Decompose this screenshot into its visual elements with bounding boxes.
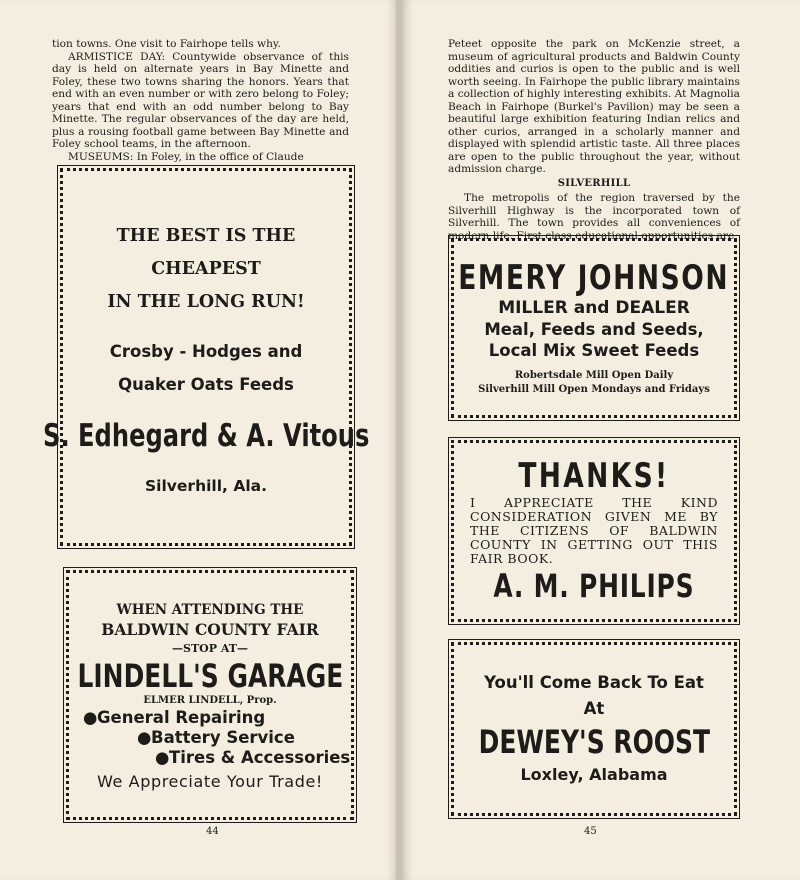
business-city: Loxley, Alabama — [520, 765, 668, 784]
silverhill-heading: SILVERHILL — [557, 177, 631, 189]
armistice-paragraph: ARMISTICE DAY: Countywide observance of this day is held on alternate years in Bay Minette and Foley, these two towns sharing the honors. Years that end with an even number or with zero belong to Foley; years that end with an odd number belong to Bay Minette. The regular observances of the day are held, plus a rousing football game between Bay Minette and Foley school teams, in the afternoon. — [52, 50, 349, 150]
edhegard-vitous-ad — [42, 168, 370, 546]
ad-line-2: BALDWIN COUNTY FAIR — [101, 619, 319, 639]
left-body-text — [52, 38, 349, 163]
lindells-garage-ad — [66, 570, 354, 820]
page-number-left: 44 — [206, 826, 219, 837]
page-number-right: 45 — [584, 826, 597, 837]
ad-product-line-2: Quaker Oats Feeds — [118, 374, 294, 394]
ad-headline-1: THE BEST IS THE CHEAPEST — [116, 225, 296, 279]
service-item: ●General Repairing — [83, 707, 266, 727]
silverhill-paragraph: The metropolis of the region traversed by the Silverhill Highway is the incorporated town of Silverhill. The town provides all conveniences of modern life. First class educational opportunities are — [448, 192, 740, 242]
business-city: Silverhill, Ala. — [145, 476, 267, 495]
ad-line-2: At — [583, 699, 605, 718]
ad-tagline: We Appreciate Your Trade! — [97, 771, 323, 791]
ad-stop-at: —STOP AT— — [172, 641, 248, 655]
business-name: A. M. PHILIPS — [493, 567, 695, 605]
bullet-icon: ● — [83, 707, 98, 727]
right-body-text — [448, 38, 740, 242]
left-text-line-1: tion towns. One visit to Fairhope tells why. — [52, 38, 281, 50]
philips-thanks-ad — [451, 440, 737, 622]
ad-product-line-1: Crosby - Hodges and — [109, 341, 303, 361]
service-item: ●Battery Service — [137, 727, 295, 747]
ad-headline-2: IN THE LONG RUN! — [107, 291, 305, 312]
ad-line-1: WHEN ATTENDING THE — [116, 601, 304, 618]
business-role: MILLER and DEALER — [498, 298, 690, 318]
business-name: LINDELL'S GARAGE — [77, 656, 343, 695]
bullet-icon: ● — [137, 727, 152, 747]
thanks-heading: THANKS! — [518, 456, 670, 496]
mill-hours-1: Robertsdale Mill Open Daily — [514, 370, 674, 381]
business-name: S. Edhegard & A. Vitous — [42, 417, 370, 454]
museums-paragraph: MUSEUMS: In Foley, in the office of Claude — [68, 150, 304, 163]
product-line-1: Meal, Feeds and Seeds, — [484, 320, 704, 339]
ad-line-1: You'll Come Back To Eat — [484, 673, 704, 692]
services-list — [83, 707, 351, 768]
thanks-message: I APPRECIATE THE KIND CONSIDERATION GIVEN ME BY THE CITIZENS OF BALDWIN COUNTY IN GETTING OUT THIS FAIR BOOK. — [470, 495, 718, 566]
mill-hours-2: Silverhill Mill Open Mondays and Fridays — [478, 384, 710, 395]
emery-johnson-ad — [451, 238, 737, 418]
service-item: ●Tires & Accessories — [155, 747, 351, 767]
business-name: DEWEY'S ROOST — [478, 723, 710, 761]
bullet-icon: ● — [155, 747, 170, 767]
business-name: EMERY JOHNSON — [458, 258, 730, 298]
deweys-roost-ad — [451, 642, 737, 816]
museums-continued-paragraph: Peteet opposite the park on McKenzie street, a museum of agricultural products and Baldwin County oddities and curios is open to the public and is well worth seeing. In Fairhope the public library maintains a collection of highly interesting exhibits. At Magnolia Beach in Fairhope (Burkel's Pavilion) may be seen a beautiful large exhibition featuring Indian relics and other curios, arranged in a scholarly manner and displayed with splendid artistic taste. All three places are open to the public throughout the year, without admission charge. — [448, 38, 740, 175]
proprietor: ELMER LINDELL, Prop. — [143, 694, 277, 706]
product-line-2: Local Mix Sweet Feeds — [488, 341, 700, 360]
